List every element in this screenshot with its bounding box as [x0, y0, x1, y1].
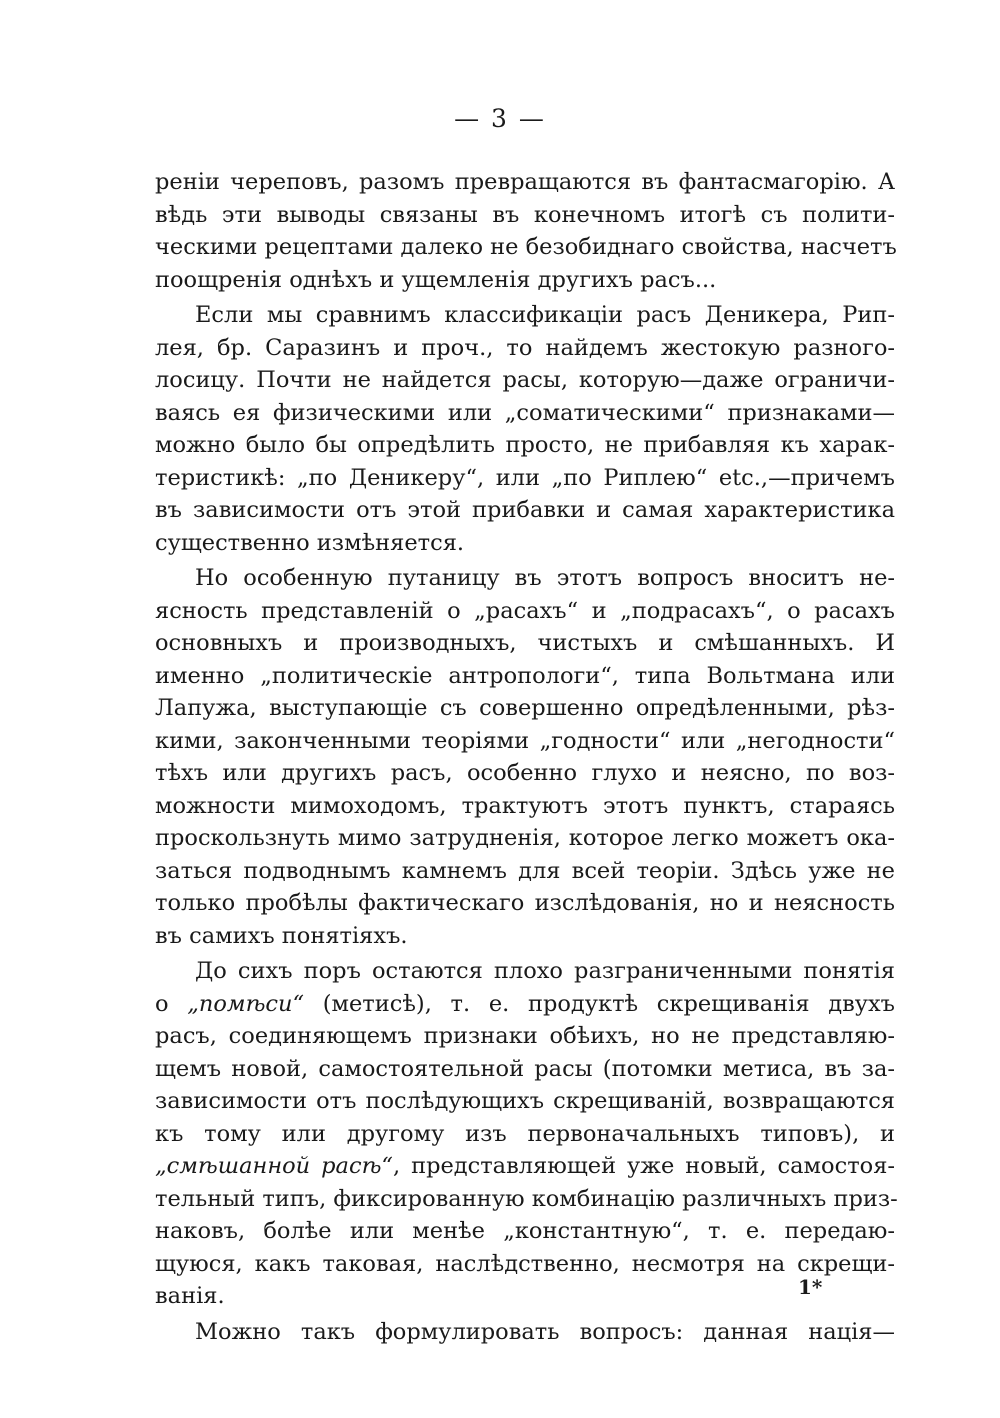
text-line: лосицу. Почти не найдется расы, которую—даже ограничи-	[155, 367, 895, 393]
text-line: Но особенную путаницу въ этотъ вопросъ вноситъ не-	[195, 565, 895, 591]
text-line: кими, законченными теоріями „годности“ или „негодности“	[155, 727, 895, 754]
text-line: реніи череповъ, разомъ превращаются въ фантасмагорію. А	[155, 169, 895, 195]
text-line: въ самихъ понятіяхъ.	[155, 922, 408, 949]
text-line: Если мы сравнимъ классификаціи расъ Деникера, Рип-	[195, 302, 895, 328]
text-line: зависимости отъ послѣдующихъ скрещиваній, возвращаются	[155, 1088, 895, 1114]
text-line: До сихъ поръ остаются плохо разграниченными понятія	[195, 958, 895, 984]
text-line: о „помѣси“ (метисѣ), т. е. продуктѣ скрещиванія двухъ	[155, 990, 895, 1017]
text-line: Лапужа, выступающіе съ совершенно опредѣленными, рѣз-	[155, 695, 895, 721]
text-line: къ тому или другому изъ первоначальныхъ типовъ), и	[155, 1120, 895, 1147]
text-line: расъ, соединяющемъ признаки обѣихъ, но не представляю-	[155, 1023, 895, 1049]
text-line: можно было бы опредѣлить просто, не прибавляя къ харак-	[155, 432, 895, 458]
page-number: — 3 —	[454, 104, 546, 133]
text-line: ческими рецептами далеко не безобиднаго свойства, насчетъ	[155, 234, 897, 260]
text-line: существенно измѣняется.	[155, 529, 465, 556]
text-line: основныхъ и производныхъ, чистыхъ и смѣшанныхъ. И	[155, 630, 895, 656]
text-line: Можно такъ формулировать вопросъ: данная нація—	[195, 1318, 895, 1345]
text-line: ванія.	[155, 1283, 225, 1309]
text-line: именно „политическіе антропологи“, типа Вольтмана или	[155, 662, 895, 689]
body-text	[155, 166, 898, 1348]
text-line: поощренія однѣхъ и ущемленія другихъ расъ...	[155, 266, 717, 293]
text-line: тельный типъ, фиксированную комбинацію различныхъ приз-	[155, 1185, 898, 1212]
text-line: наковъ, болѣе или менѣе „константную“, т. е. передаю-	[155, 1218, 895, 1244]
text-line: теристикѣ: „по Деникеру“, или „по Риплею“ etc.,—причемъ	[155, 464, 895, 491]
text-line: тѣхъ или другихъ расъ, особенно глухо и неясно, по воз-	[155, 760, 895, 786]
text-line: ваясь ея физическими или „соматическими“ признаками—	[155, 399, 895, 426]
text-line: щемъ новой, самостоятельной расы (потомки метиса, въ за-	[155, 1055, 895, 1082]
text-line: можности мимоходомъ, трактуютъ этотъ пунктъ, стараясь	[155, 792, 895, 819]
text-line: ясность представленій о „расахъ“ и „подрасахъ“, о расахъ	[155, 597, 895, 624]
text-line: въ зависимости отъ этой прибавки и самая характеристика	[155, 497, 895, 523]
text-line: щуюся, какъ таковая, наслѣдственно, несмотря на скрещи-	[155, 1250, 895, 1277]
text-line: лея, бр. Саразинъ и проч., то найдемъ жестокую разного-	[155, 334, 895, 361]
text-line: проскользнуть мимо затрудненія, которое легко можетъ ока-	[155, 825, 895, 851]
text-line: вѣдь эти выводы связаны въ конечномъ итогѣ съ полити-	[155, 201, 895, 228]
signature-mark: 1*	[798, 1275, 823, 1299]
text-line: заться подводнымъ камнемъ для всей теоріи. Здѣсь уже не	[155, 857, 895, 884]
text-line: только пробѣлы фактическаго изслѣдованія, но и неясность	[155, 890, 895, 916]
text-line: „смѣшанной расѣ“, представляющей уже новый, самостоя-	[155, 1153, 895, 1179]
